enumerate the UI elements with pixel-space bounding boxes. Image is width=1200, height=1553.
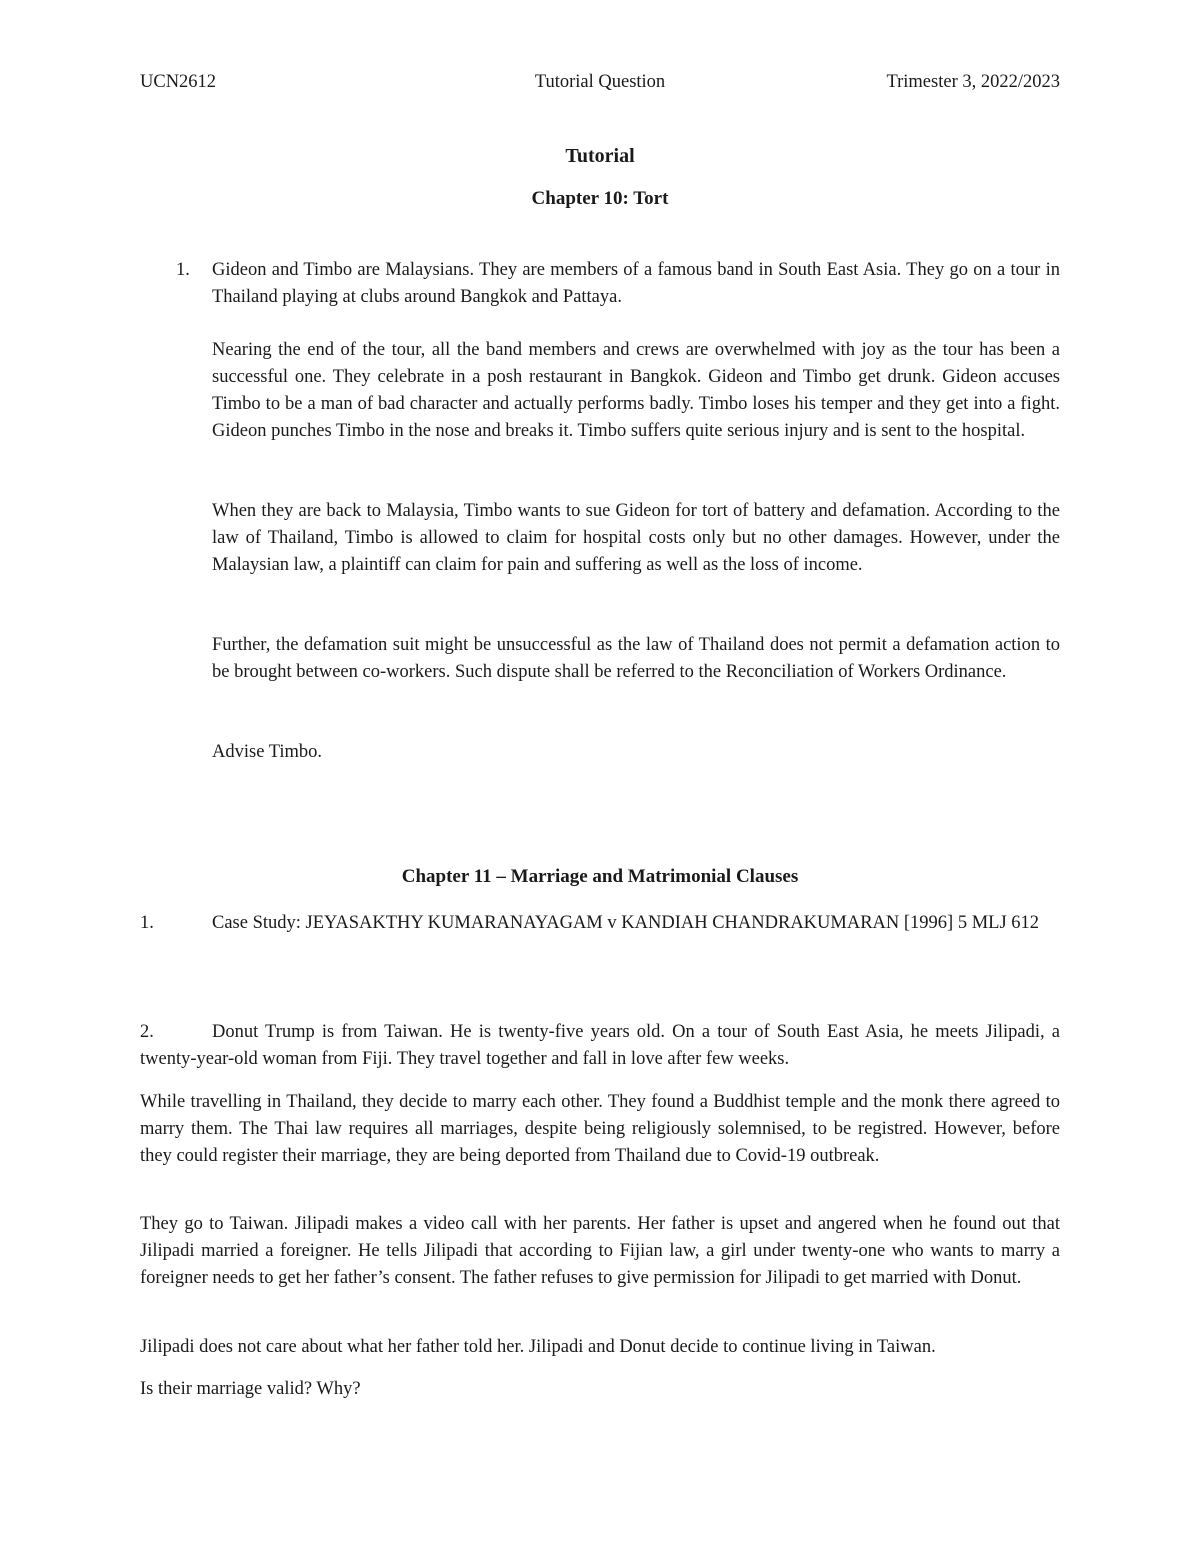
ch10-q1-paragraph-4: Further, the defamation suit might be unsuccessful as the law of Thailand does not permit a defamation action to be brought between co-workers. Such dispute shall be referred to the Reconciliation of Workers Ordinance.	[212, 635, 1060, 682]
doc-type: Tutorial Question	[534, 72, 666, 92]
ch10-q1-paragraph-2: Nearing the end of the tour, all the band members and crews are overwhelmed with joy as the tour has been a successful one. They celebrate in a posh restaurant in Bangkok. Gideon and Timbo get drunk. Gideon accuses Timbo to be a man of bad character and actually performs badly. Timbo loses his temper and they get into a fight. Gideon punches Timbo in the nose and breaks it. Timbo suffers quite serious injury and is sent to the hospital.	[212, 340, 1060, 441]
ch10-q1-paragraph-1: Gideon and Timbo are Malaysians. They are members of a famous band in South East Asia. They go on a tour in Thailand playing at clubs around Bangkok and Pattaya.	[212, 260, 1060, 307]
chapter10-heading: Chapter 10: Tort	[531, 188, 669, 209]
ch11-q2-paragraph-4: Jilipadi does not care about what her father told her. Jilipadi and Donut decide to continue living in Taiwan.	[140, 1337, 936, 1357]
ch11-q2-paragraph-3: They go to Taiwan. Jilipadi makes a video call with her parents. Her father is upset and angered when he found out that Jilipadi married a foreigner. He tells Jilipadi that according to Fijian law, a girl under twenty-one who wants to marry a foreigner needs to get her father’s consent. The father refuses to give permission for Jilipadi to get married with Donut.	[140, 1214, 1060, 1288]
ch11-q1-number: 1.	[140, 913, 154, 933]
chapter11-heading: Chapter 11 – Marriage and Matrimonial Clauses	[401, 866, 799, 887]
course-code: UCN2612	[140, 72, 217, 92]
ch10-q1-number: 1.	[176, 260, 190, 280]
ch11-q2-paragraph-2: While travelling in Thailand, they decide to marry each other. They found a Buddhist temple and the monk there agreed to marry them. The Thai law requires all marriages, despite being religiously solemnised, to be registred. However, before they could register their marriage, they are being deported from Thailand due to Covid-19 outbreak.	[140, 1092, 1060, 1166]
ch11-q2-paragraph-1: Donut Trump is from Taiwan. He is twenty-five years old. On a tour of South East Asia, he meets Jilipadi, a twenty-year-old woman from Fiji. They travel together and fall in love after few weeks.	[140, 1022, 1060, 1069]
page-title: Tutorial	[565, 145, 635, 167]
page-header	[140, 72, 1060, 98]
term: Trimester 3, 2022/2023	[886, 72, 1060, 92]
ch10-q1-paragraph-5: Advise Timbo.	[212, 742, 323, 762]
ch11-q2-paragraph-5: Is their marriage valid? Why?	[140, 1379, 361, 1399]
ch11-q2-number: 2.	[140, 1022, 154, 1042]
ch11-q1-text: Case Study: JEYASAKTHY KUMARANAYAGAM v KANDIAH CHANDRAKUMARAN [1996] 5 MLJ 612	[212, 913, 1040, 933]
ch10-q1-paragraph-3: When they are back to Malaysia, Timbo wants to sue Gideon for tort of battery and defamation. According to the law of Thailand, Timbo is allowed to claim for hospital costs only but no other damages. However, under the Malaysian law, a plaintiff can claim for pain and suffering as well as the loss of income.	[212, 501, 1060, 575]
